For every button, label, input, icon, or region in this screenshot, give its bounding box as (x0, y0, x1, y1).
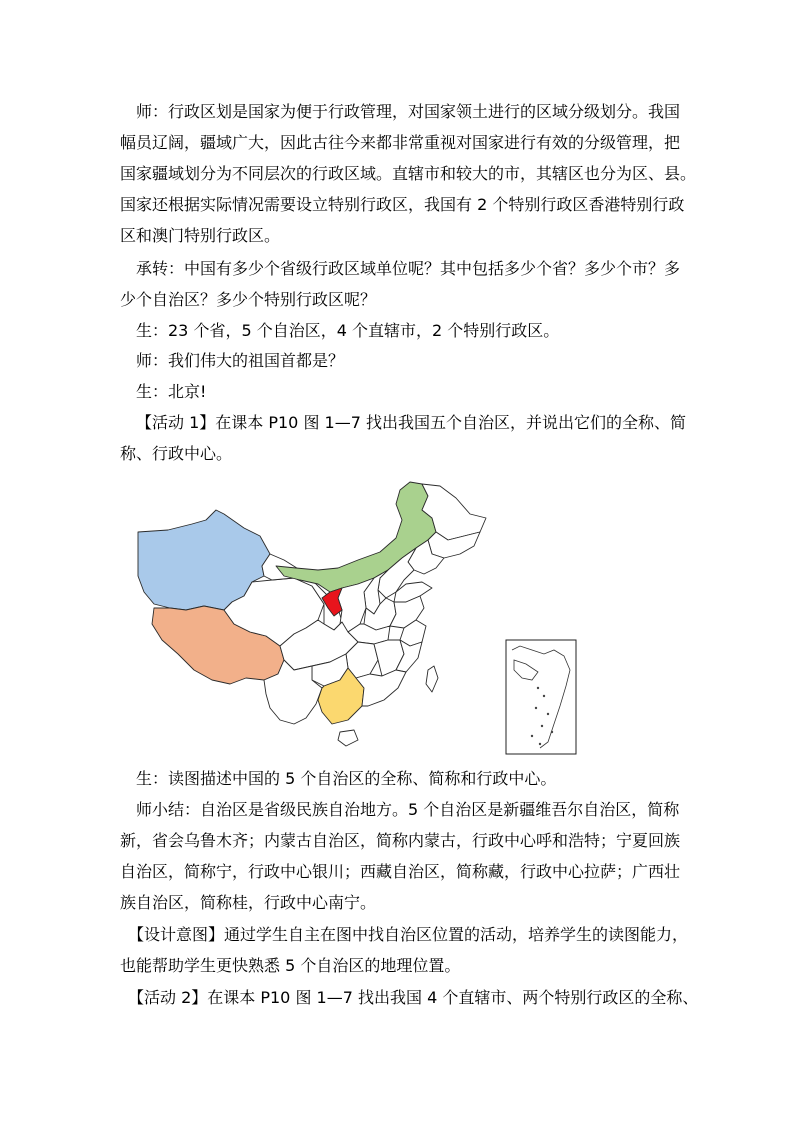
inset-island (537, 687, 539, 689)
paragraph-line-12: 称、行政中心。 (120, 444, 233, 463)
paragraph-line-11: 【活动 1】在课本 P10 图 1—7 找出我国五个自治区，并说出它们的全称、简 (136, 413, 686, 432)
map-region-hainan (338, 730, 358, 746)
paragraph-line-15: 新，省会乌鲁木齐；内蒙古自治区，简称内蒙古，行政中心呼和浩特；宁夏回族 (120, 831, 681, 850)
paragraph-line-6: 承转：中国有多少个省级行政区域单位呢？其中包括多少个省？多少个市？多 (136, 259, 681, 278)
paragraph-line-20: 【活动 2】在课本 P10 图 1—7 找出我国 4 个直辖市、两个特别行政区的全称、 (128, 988, 699, 1007)
inset-island (543, 695, 545, 697)
inset-island (547, 713, 549, 715)
paragraph-line-18: 【设计意图】通过学生自主在图中找自治区位置的活动，培养学生的读图能力， (128, 925, 689, 944)
paragraph-line-16: 自治区，简称宁，行政中心银川；西藏自治区，简称藏，行政中心拉萨；广西壮 (120, 862, 681, 881)
paragraph-line-10: 生：北京! (136, 382, 207, 401)
paragraph-line-14: 师小结：自治区是省级民族自治地方。5 个自治区是新疆维吾尔自治区，简称 (136, 800, 680, 819)
paragraph-line-19: 也能帮助学生更快熟悉 5 个自治区的地理位置。 (120, 956, 461, 975)
inset-island (541, 725, 543, 727)
paragraph-line-4: 国家还根据实际情况需要设立特别行政区，我国有 2 个特别行政区香港特别行政 (120, 195, 685, 214)
paragraph-line-3: 国家疆域划分为不同层次的行政区域。直辖市和较大的市，其辖区也分为区、县。 (120, 164, 697, 183)
paragraph-line-2: 幅员辽阔，疆域广大，因此古往今来都非常重视对国家进行有效的分级管理，把 (120, 133, 681, 152)
paragraph-line-1: 师：行政区划是国家为便于行政管理，对国家领土进行的区域分级划分。我国 (136, 102, 681, 121)
paragraph-line-17: 族自治区，简称桂，行政中心南宁。 (120, 893, 377, 912)
inset-island (535, 707, 537, 709)
map-region-neimenggu (276, 482, 436, 592)
map-region-guangdong (356, 670, 406, 706)
south-china-sea-inset (506, 640, 576, 754)
paragraph-line-7: 少个自治区？多少个特别行政区呢？ (120, 290, 377, 309)
inset-island (551, 731, 553, 733)
paragraph-line-5: 区和澳门特别行政区。 (120, 226, 281, 245)
inset-island (531, 735, 533, 737)
paragraph-line-13: 生：读图描述中国的 5 个自治区的全称、简称和行政中心。 (136, 769, 557, 788)
inset-island (539, 743, 541, 745)
autonomous-regions-map (134, 474, 580, 756)
map-region-taiwan (426, 666, 438, 692)
paragraph-line-8: 生：23 个省，5 个自治区，4 个直辖市，2 个特别行政区。 (136, 321, 560, 340)
paragraph-line-9: 师：我们伟大的祖国首都是？ (136, 351, 345, 370)
